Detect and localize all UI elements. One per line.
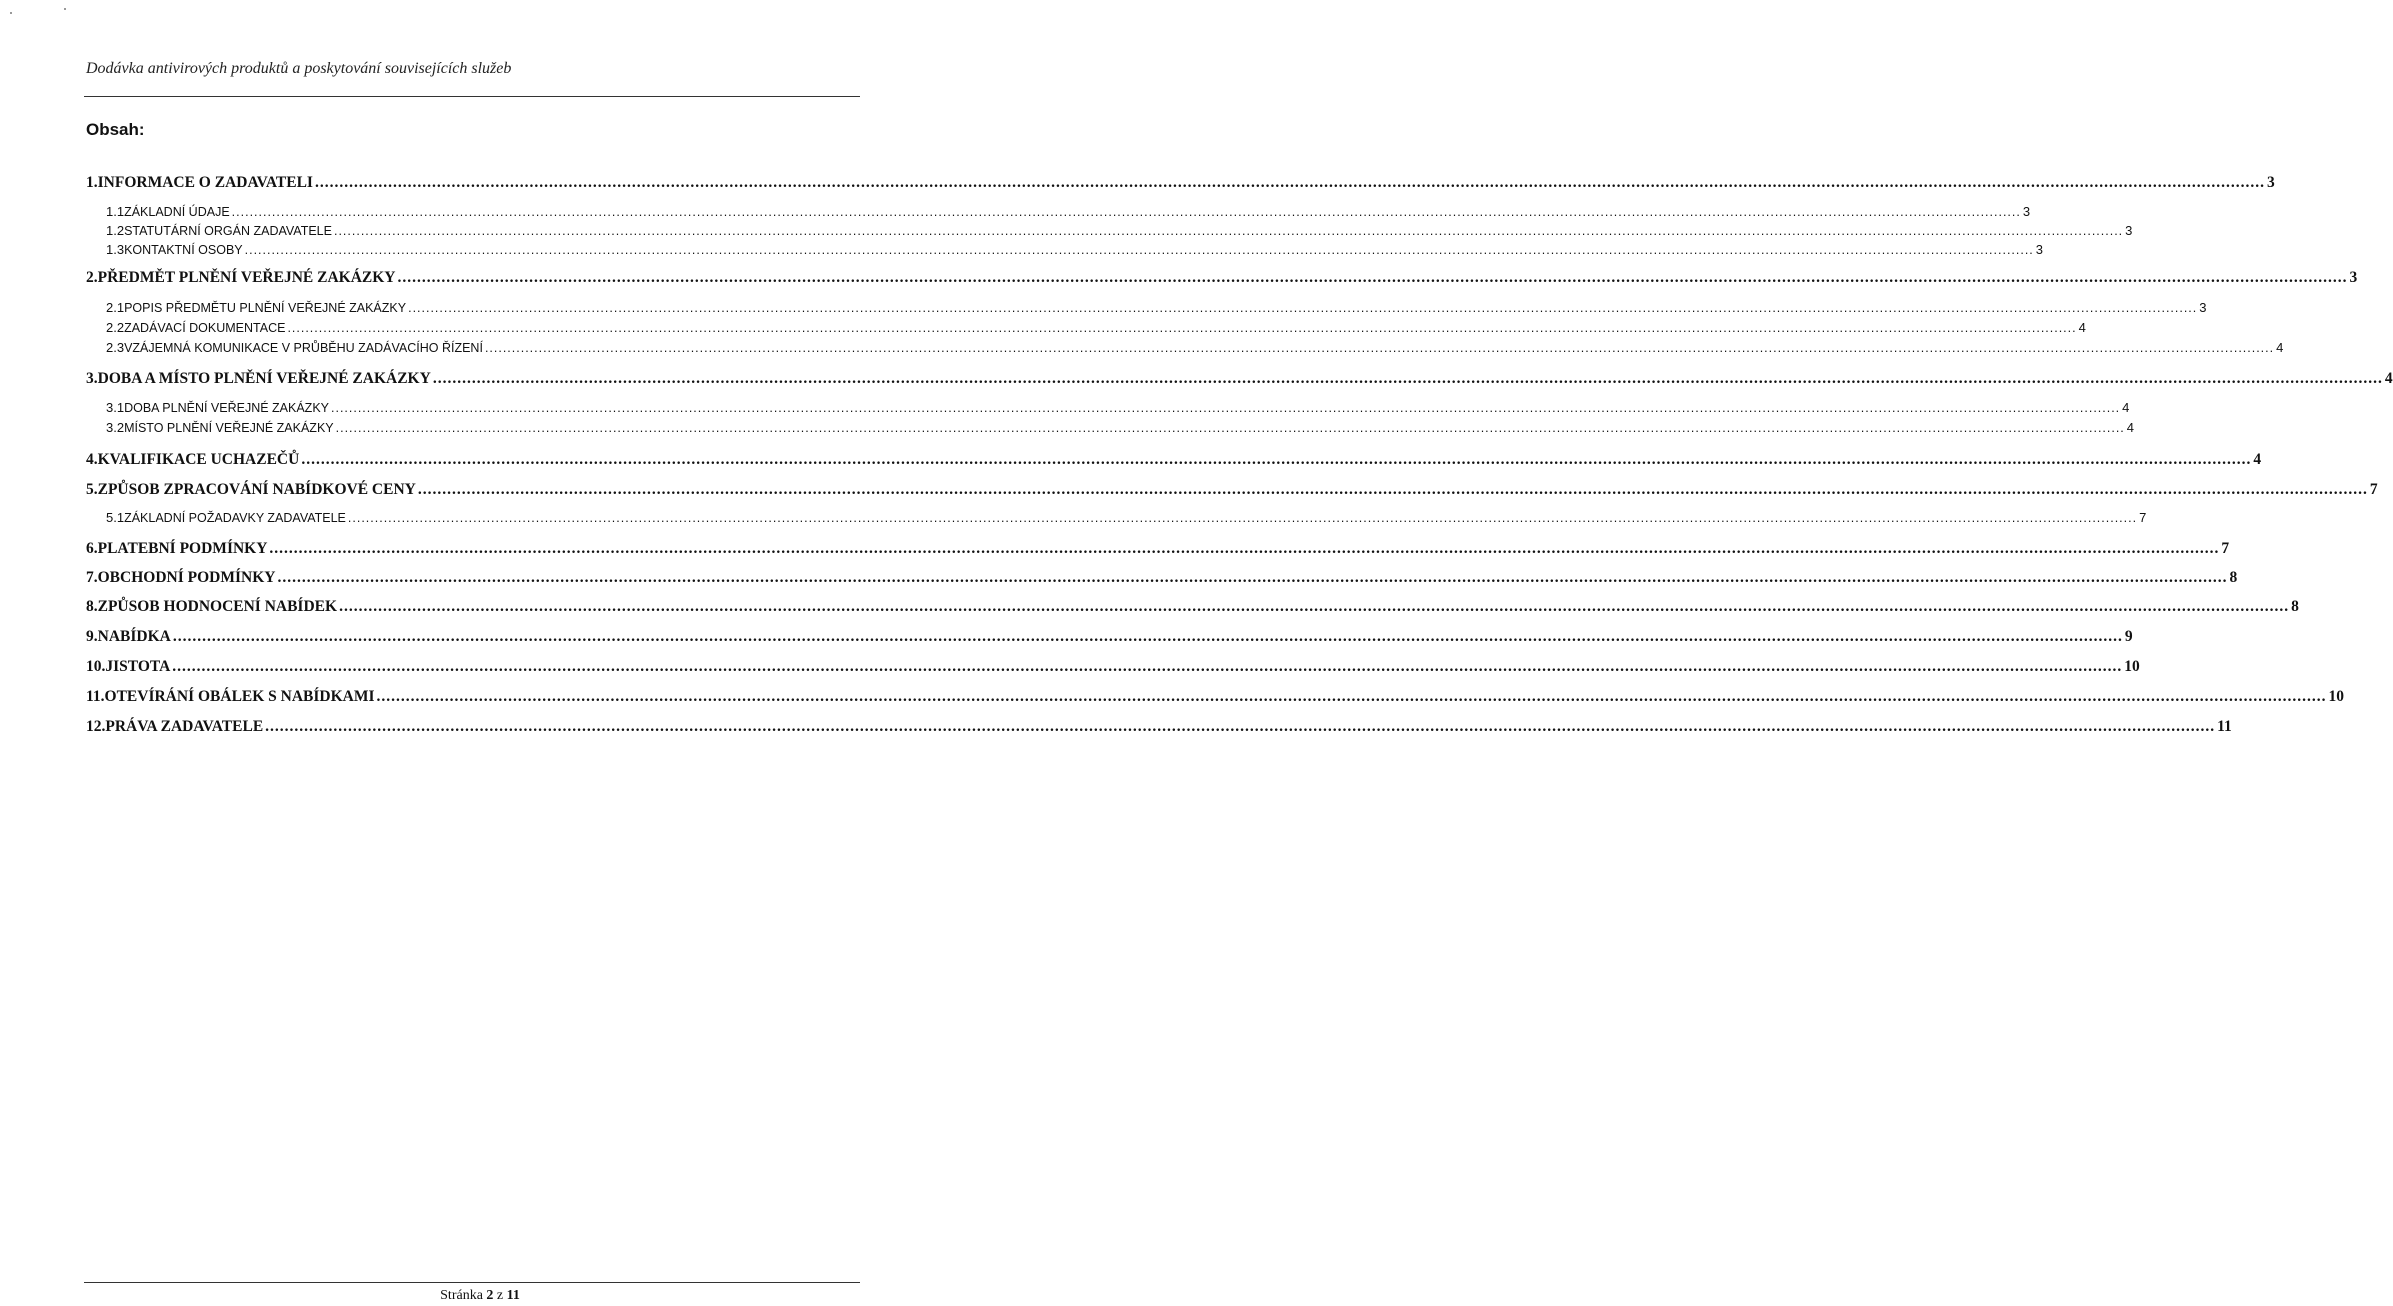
toc-entry-page-number: 7 — [2369, 481, 2378, 498]
toc-dot-leader: ................................................................................................................................................................................................................................................................................................................................................................................................................ — [269, 540, 2220, 557]
toc-entry-number: 3.1 — [106, 400, 125, 415]
footer-prefix: Stránka — [440, 1288, 487, 1303]
toc-entry-label: ZPŮSOB HODNOCENÍ NABÍDEK — [97, 598, 338, 615]
toc-entry-number: 6. — [86, 540, 98, 557]
toc-entry-label: OBCHODNÍ PODMÍNKY — [97, 569, 276, 586]
toc-entry-number: 1.2 — [106, 223, 125, 238]
toc-entry-page-number: 4 — [2078, 320, 2086, 335]
toc-entry-number: 7. — [86, 569, 98, 586]
toc-subentry[interactable] — [86, 242, 2044, 262]
toc-entry-page-number: 4 — [2276, 340, 2284, 355]
toc-entry-label: JISTOTA — [105, 658, 171, 675]
toc-entry-page-number: 8 — [2229, 569, 2238, 586]
toc-dot-leader: ................................................................................................................................................................................................................................................................................................................................................................................................................ — [376, 688, 2327, 705]
toc-dot-leader: ................................................................................................................................................................................................................................................................................................................................................................................................................ — [277, 569, 2228, 586]
toc-entry-label: ZÁKLADNÍ POŽADAVKY ZADAVATELE — [124, 511, 346, 525]
toc-dot-leader: ................................................................................................................................................................................................................................................................................................................................................................................................................ — [265, 718, 2216, 735]
toc-entry-number: 8. — [86, 598, 98, 615]
toc-entry[interactable] — [86, 481, 2378, 501]
toc-entry-label: PRÁVA ZADAVATELE — [105, 718, 264, 735]
toc-entry[interactable] — [86, 718, 2232, 738]
toc-entry-label: STATUTÁRNÍ ORGÁN ZADAVATELE — [124, 224, 332, 238]
toc-subentry[interactable] — [86, 340, 2284, 360]
toc-entry-page-number: 3 — [2022, 204, 2031, 219]
toc-dot-leader: ................................................................................................................................................................................................................................................................................................................................................................................................................ — [287, 321, 2077, 335]
toc-entry-label: KONTAKTNÍ OSOBY — [124, 243, 243, 257]
toc-entry-page-number: 3 — [2349, 269, 2358, 286]
toc-entry[interactable] — [86, 598, 2299, 618]
toc-entry-page-number: 3 — [2035, 242, 2044, 257]
toc-subentry[interactable] — [86, 300, 2207, 320]
toc-entry-number: 2.2 — [106, 320, 125, 335]
toc-dot-leader: ................................................................................................................................................................................................................................................................................................................................................................................................................ — [484, 341, 2275, 355]
toc-dot-leader: ................................................................................................................................................................................................................................................................................................................................................................................................................ — [347, 511, 2138, 525]
toc-dot-leader: ................................................................................................................................................................................................................................................................................................................................................................................................................ — [339, 598, 2290, 615]
toc-dot-leader: ................................................................................................................................................................................................................................................................................................................................................................................................................ — [172, 658, 2123, 675]
toc-subentry[interactable] — [86, 204, 2031, 224]
toc-entry-page-number: 4 — [2253, 451, 2262, 468]
toc-dot-leader: ................................................................................................................................................................................................................................................................................................................................................................................................................ — [301, 451, 2252, 468]
header-divider — [84, 96, 860, 97]
toc-entry-number: 3. — [86, 370, 98, 387]
toc-entry-number: 12. — [86, 718, 106, 735]
toc-entry-number: 3.2 — [106, 420, 125, 435]
toc-entry-number: 11. — [86, 688, 105, 705]
toc-entry-number: 10. — [86, 658, 106, 675]
toc-entry[interactable] — [86, 451, 2262, 471]
footer-separator: z — [493, 1288, 507, 1303]
toc-subentry[interactable] — [86, 420, 2135, 440]
toc-entry-label: KVALIFIKACE UCHAZEČŮ — [97, 451, 300, 468]
toc-entry[interactable] — [86, 370, 2393, 390]
toc-entry[interactable] — [86, 688, 2345, 708]
footer-divider — [84, 1282, 860, 1283]
toc-dot-leader: ................................................................................................................................................................................................................................................................................................................................................................................................................ — [331, 401, 2121, 415]
toc-entry-page-number: 7 — [2139, 510, 2147, 525]
toc-dot-leader: ................................................................................................................................................................................................................................................................................................................................................................................................................ — [333, 224, 2124, 238]
toc-entry-page-number: 7 — [2221, 540, 2230, 557]
toc-entry-label: MÍSTO PLNĚNÍ VEŘEJNÉ ZAKÁZKY — [124, 421, 334, 435]
toc-dot-leader: ................................................................................................................................................................................................................................................................................................................................................................................................................ — [417, 481, 2368, 498]
toc-subentry[interactable] — [86, 510, 2147, 530]
toc-subentry[interactable] — [86, 400, 2130, 420]
toc-entry[interactable] — [86, 628, 2133, 648]
toc-entry-label: ZÁKLADNÍ ÚDAJE — [124, 205, 230, 219]
toc-heading: Obsah: — [86, 120, 145, 139]
toc-entry-label: ZPŮSOB ZPRACOVÁNÍ NABÍDKOVÉ CENY — [97, 481, 416, 498]
toc-entry-label: PLATEBNÍ PODMÍNKY — [97, 540, 268, 557]
toc-entry-label: DOBA A MÍSTO PLNĚNÍ VEŘEJNÉ ZAKÁZKY — [97, 370, 431, 387]
footer-total-pages: 11 — [506, 1288, 520, 1303]
toc-dot-leader: ................................................................................................................................................................................................................................................................................................................................................................................................................ — [432, 370, 2383, 387]
toc-entry-number: 1.3 — [106, 242, 125, 257]
toc-entry-number: 2. — [86, 269, 98, 286]
toc-entry-number: 1. — [86, 174, 98, 191]
toc-entry-label: ZADÁVACÍ DOKUMENTACE — [124, 321, 286, 335]
toc-entry-label: DOBA PLNĚNÍ VEŘEJNÉ ZAKÁZKY — [124, 401, 329, 415]
toc-entry-label: PŘEDMĚT PLNĚNÍ VEŘEJNÉ ZAKÁZKY — [97, 269, 396, 286]
page-footer — [0, 1288, 960, 1304]
toc-entry-number: 5. — [86, 481, 98, 498]
toc-dot-leader: ................................................................................................................................................................................................................................................................................................................................................................................................................ — [314, 174, 2265, 191]
toc-dot-leader: ................................................................................................................................................................................................................................................................................................................................................................................................................ — [335, 421, 2125, 435]
scan-speck — [10, 12, 12, 14]
toc-subentry[interactable] — [86, 320, 2086, 340]
toc-entry-page-number: 10 — [2124, 658, 2140, 675]
document-header-title: Dodávka antivirových produktů a poskytování souvisejících služeb — [86, 60, 512, 77]
toc-entry[interactable] — [86, 540, 2230, 560]
toc-entry-label: INFORMACE O ZADAVATELI — [97, 174, 313, 191]
toc-entry[interactable] — [86, 658, 2140, 678]
toc-entry-label: NABÍDKA — [97, 628, 171, 645]
toc-entry-page-number: 3 — [2266, 174, 2275, 191]
toc-entry-page-number: 4 — [2126, 420, 2135, 435]
toc-entry-page-number: 8 — [2291, 598, 2299, 615]
footer-current-page: 2 — [486, 1288, 494, 1303]
toc-entry-page-number: 3 — [2125, 223, 2133, 238]
toc-entry[interactable] — [86, 174, 2275, 194]
toc-dot-leader: ................................................................................................................................................................................................................................................................................................................................................................................................................ — [397, 269, 2348, 286]
toc-entry-number: 4. — [86, 451, 98, 468]
toc-entry[interactable] — [86, 269, 2358, 289]
toc-entry-number: 2.3 — [106, 340, 125, 355]
toc-dot-leader: ................................................................................................................................................................................................................................................................................................................................................................................................................ — [231, 205, 2021, 219]
toc-dot-leader: ................................................................................................................................................................................................................................................................................................................................................................................................................ — [172, 628, 2123, 645]
toc-entry-page-number: 9 — [2124, 628, 2133, 645]
toc-entry-page-number: 11 — [2217, 718, 2232, 735]
toc-entry-number: 5.1 — [106, 510, 125, 525]
toc-dot-leader: ................................................................................................................................................................................................................................................................................................................................................................................................................ — [244, 243, 2034, 257]
toc-entry-number: 2.1 — [106, 300, 125, 315]
toc-entry-number: 1.1 — [106, 204, 125, 219]
toc-entry[interactable] — [86, 569, 2238, 589]
toc-dot-leader: ................................................................................................................................................................................................................................................................................................................................................................................................................ — [408, 301, 2198, 315]
scan-speck — [64, 8, 66, 10]
toc-subentry[interactable] — [86, 223, 2133, 243]
toc-entry-label: POPIS PŘEDMĚTU PLNĚNÍ VEŘEJNÉ ZAKÁZKY — [124, 301, 407, 315]
toc-entry-page-number: 4 — [2122, 400, 2130, 415]
toc-entry-page-number: 4 — [2384, 370, 2393, 387]
toc-entry-number: 9. — [86, 628, 98, 645]
toc-entry-label: OTEVÍRÁNÍ OBÁLEK S NABÍDKAMI — [104, 688, 375, 705]
toc-entry-page-number: 3 — [2199, 300, 2207, 315]
toc-entry-label: VZÁJEMNÁ KOMUNIKACE V PRŮBĚHU ZADÁVACÍHO ŘÍZENÍ — [124, 341, 483, 355]
toc-entry-page-number: 10 — [2328, 688, 2345, 705]
